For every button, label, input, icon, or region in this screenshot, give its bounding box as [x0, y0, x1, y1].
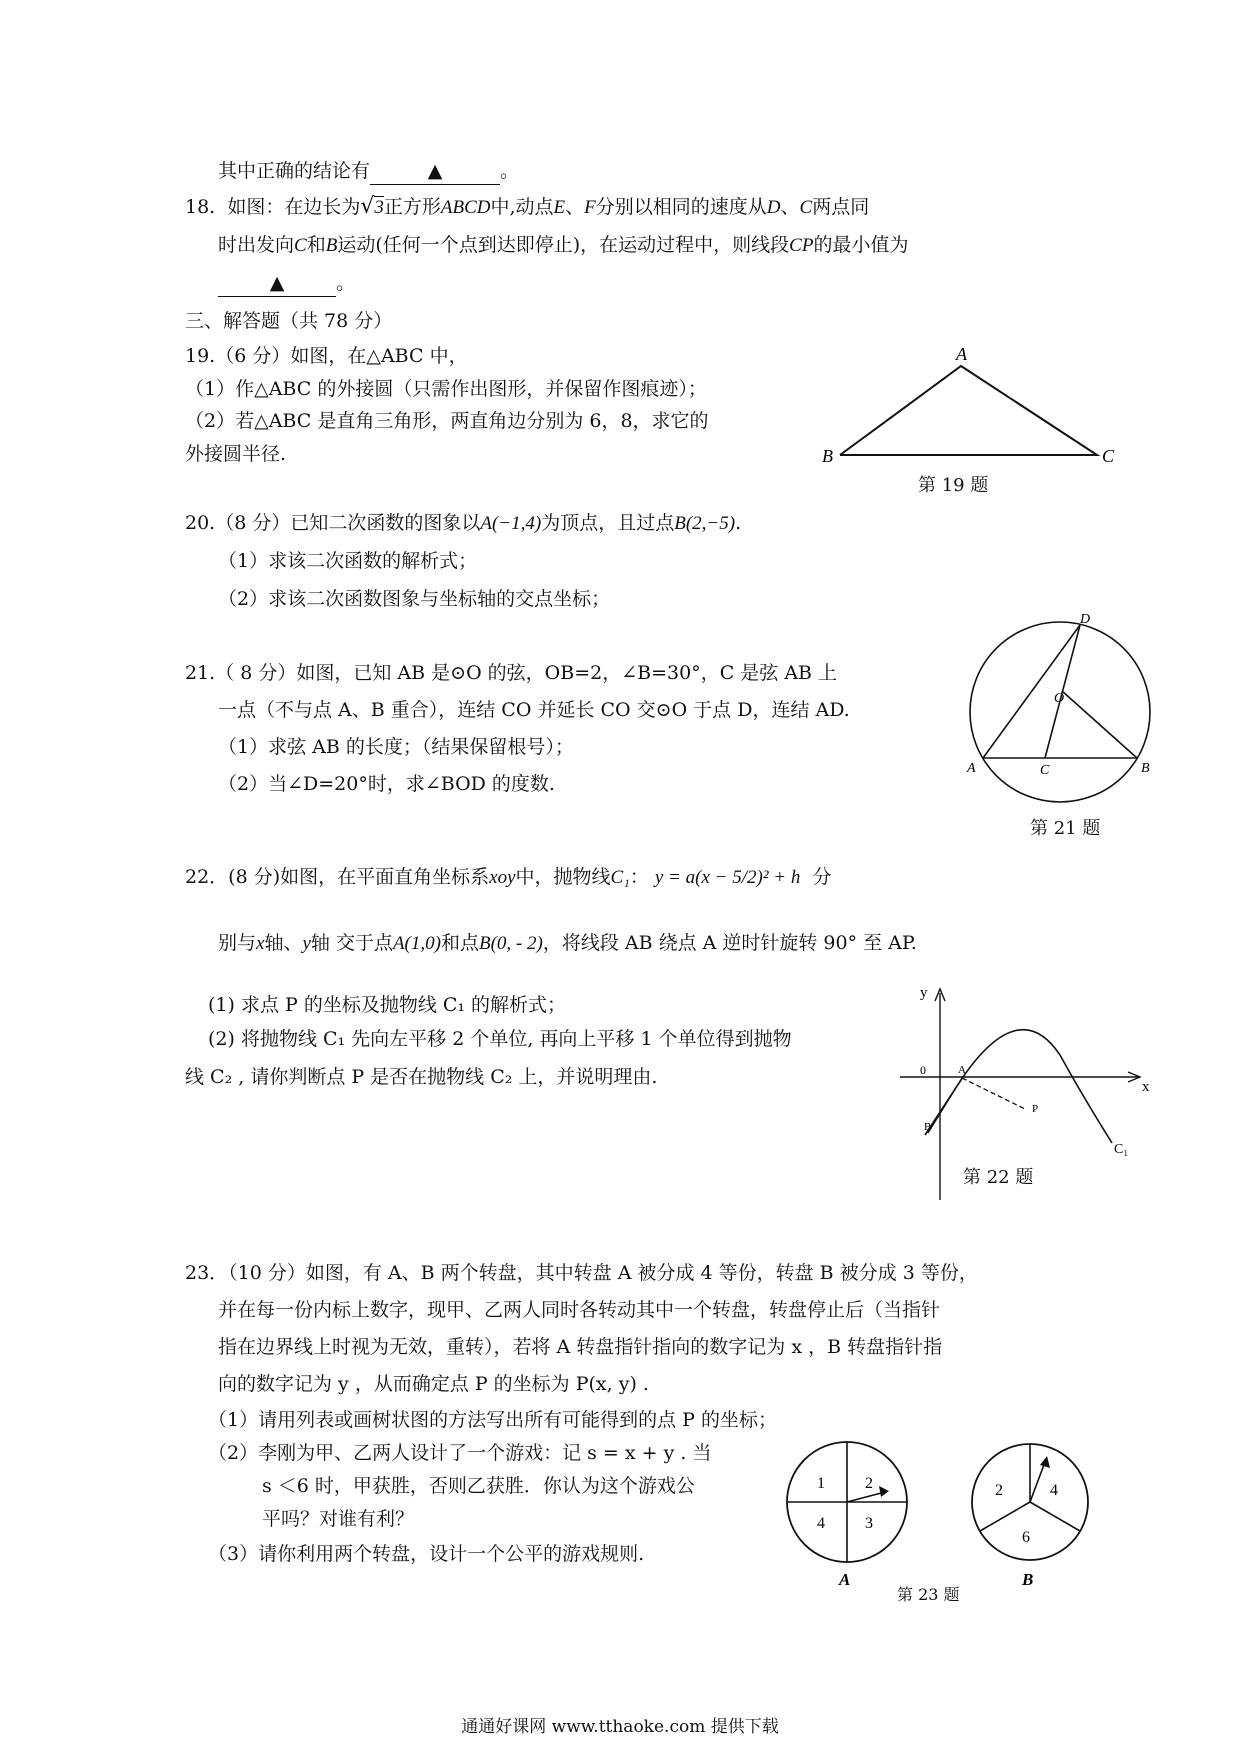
spinner-b-num: 4: [1050, 1482, 1058, 1499]
spinner-b-divider: [1030, 1502, 1080, 1531]
q20-line1: 20.（8 分）已知二次函数的图象以A(−1,4)为顶点，且过点B(2,−5).: [185, 512, 742, 534]
label-o: O: [1054, 691, 1065, 706]
spinner-a-num: 4: [817, 1515, 825, 1532]
q21-line4: （2）当∠D=20°时，求∠BOD 的度数.: [218, 773, 555, 795]
spinner-b-pointer: [1030, 1462, 1045, 1502]
q21-figure: [960, 612, 1160, 815]
label-a: A: [956, 344, 967, 364]
q22-line3: (1) 求点 P 的坐标及抛物线 C₁ 的解析式；: [208, 994, 567, 1016]
segment-ap: [962, 1078, 1025, 1109]
spinner-a-label: A: [839, 1570, 851, 1589]
parabola-c1: [925, 1030, 1112, 1143]
q19-line4: 外接圆半径.: [185, 443, 287, 465]
sqrt-symbol: √: [360, 194, 375, 219]
q20-line2: （1）求该二次函数的解析式；: [218, 550, 478, 572]
q21-line3: （1）求弦 AB 的长度；（结果保留根号）；: [218, 736, 574, 758]
segment-ad: [983, 625, 1080, 758]
label-a: A: [967, 761, 976, 776]
q23-line2: 并在每一份内标上数字，现甲、乙两人同时各转动其中一个转盘，转盘停止后（当指针: [218, 1299, 941, 1321]
q23-line3: 指在边界线上时视为无效，重转），若将 A 转盘指针指向的数字记为 x ，B 转盘指针指: [218, 1336, 943, 1358]
q18-line1: 18. 如图：在边长为√3正方形ABCD中,动点E、F分别以相同的速度从D、C两点同: [185, 194, 870, 219]
arrow-icon: [1040, 1456, 1050, 1468]
q23-line1: 23．（10 分）如图，有 A、B 两个转盘，其中转盘 A 被分成 4 等份，转盘 B 被分成 3 等份，: [185, 1262, 978, 1284]
q20-line3: （2）求该二次函数图象与坐标轴的交点坐标；: [218, 588, 611, 610]
q22-line2: 别与x轴、y轴 交于点A(1,0)和点B(0, - 2)，将线段 AB 绕点 A 逆时针旋转 90° 至 AP.: [218, 932, 917, 954]
q22-caption: 第 22 题: [963, 1167, 1034, 1188]
label-b: B: [822, 446, 833, 466]
q18-line2: 时出发向C和B运动(任何一个点到达即停止)，在运动过程中，则线段CP的最小值为: [218, 234, 909, 256]
q21-line1: 21.（ 8 分）如图，已知 AB 是⊙O 的弦，OB=2，∠B=30°，C 是弦 AB 上: [185, 662, 838, 684]
spinner-a-num: 1: [817, 1475, 825, 1492]
q23-line6: （2）李刚为甲、乙两人设计了一个游戏：记 s = x + y . 当: [208, 1442, 712, 1464]
parabola-equation: y = a(x − 5/2)² + h: [654, 867, 801, 888]
spinner-a-num: 3: [865, 1515, 873, 1532]
label-origin: 0: [920, 1063, 926, 1077]
label-y: y: [920, 985, 928, 1001]
label-c: C: [1102, 446, 1115, 466]
spinner-a-num: 2: [865, 1475, 873, 1492]
section-title: 三、解答题（共 78 分）: [185, 310, 393, 332]
label-x: x: [1142, 1079, 1150, 1095]
q23-line4: 向的数字记为 y ，从而确定点 P 的坐标为 P(x, y) .: [218, 1373, 649, 1395]
segment-ab: [928, 1078, 962, 1133]
q23-line9: （3）请你利用两个转盘，设计一个公平的游戏规则.: [208, 1543, 645, 1565]
q21-caption: 第 21 题: [1030, 818, 1101, 839]
q19-caption: 第 19 题: [918, 475, 989, 496]
q22-line1: 22．(8 分)如图，在平面直角坐标系xoy中，抛物线C₁： y = a(x − 5/2)² + h 分: [185, 866, 832, 888]
label-c: C: [1040, 763, 1050, 778]
q23-line7: s ＜6 时，甲获胜，否则乙获胜．你认为这个游戏公: [262, 1475, 695, 1497]
q22-line4: (2) 将抛物线 C₁ 先向左平移 2 个单位, 再向上平移 1 个单位得到抛物: [208, 1028, 792, 1050]
spinner-b-label: B: [1022, 1570, 1034, 1589]
q19-line2: （1）作△ABC 的外接圆（只需作出图形，并保留作图痕迹）；: [185, 378, 707, 400]
footer: 通通好课网 www.tthaoke.com 提供下载: [461, 1717, 779, 1737]
q17-tail: 其中正确的结论有 ▲ 。: [218, 158, 519, 185]
circle-o: [970, 622, 1150, 802]
q22-line5: 线 C₂ , 请你判断点 P 是否在抛物线 C₂ 上，并说明理由.: [185, 1066, 658, 1088]
triangle-abc: [840, 366, 1097, 455]
label-d: D: [1080, 612, 1091, 627]
spinner-b-divider: [980, 1502, 1030, 1531]
label-b: B: [1141, 761, 1150, 776]
q18-line3: ▲ 。: [218, 270, 355, 297]
spinner-a-pointer: [847, 1492, 885, 1502]
answer-blank: ▲: [218, 270, 336, 297]
label-p: P: [1032, 1103, 1039, 1115]
q23-caption: 第 23 题: [897, 1585, 960, 1604]
arrow-icon: [879, 1486, 889, 1497]
segment-ob: [1062, 691, 1137, 758]
label-a: A: [958, 1064, 966, 1076]
q23-line5: （1）请用列表或画树状图的方法写出所有可能得到的点 P 的坐标；: [208, 1409, 777, 1431]
spinner-b: [970, 1440, 1100, 1590]
spinner-a: [785, 1440, 915, 1590]
spinner-b-num: 6: [1022, 1529, 1030, 1546]
answer-blank: ▲: [370, 158, 500, 185]
q19-line1: 19.（6 分）如图，在△ABC 中，: [185, 345, 468, 367]
label-c1: C₁: [1114, 1142, 1129, 1157]
q23-line8: 平吗？对谁有利？: [262, 1508, 415, 1530]
q19-line3: （2）若△ABC 是直角三角形，两直角边分别为 6，8，求它的: [185, 410, 709, 432]
label-b: B: [924, 1121, 932, 1133]
q21-line2: 一点（不与点 A、B 重合），连结 CO 并延长 CO 交⊙O 于点 D，连结 AD.: [218, 699, 850, 721]
spinner-b-num: 2: [995, 1482, 1003, 1499]
